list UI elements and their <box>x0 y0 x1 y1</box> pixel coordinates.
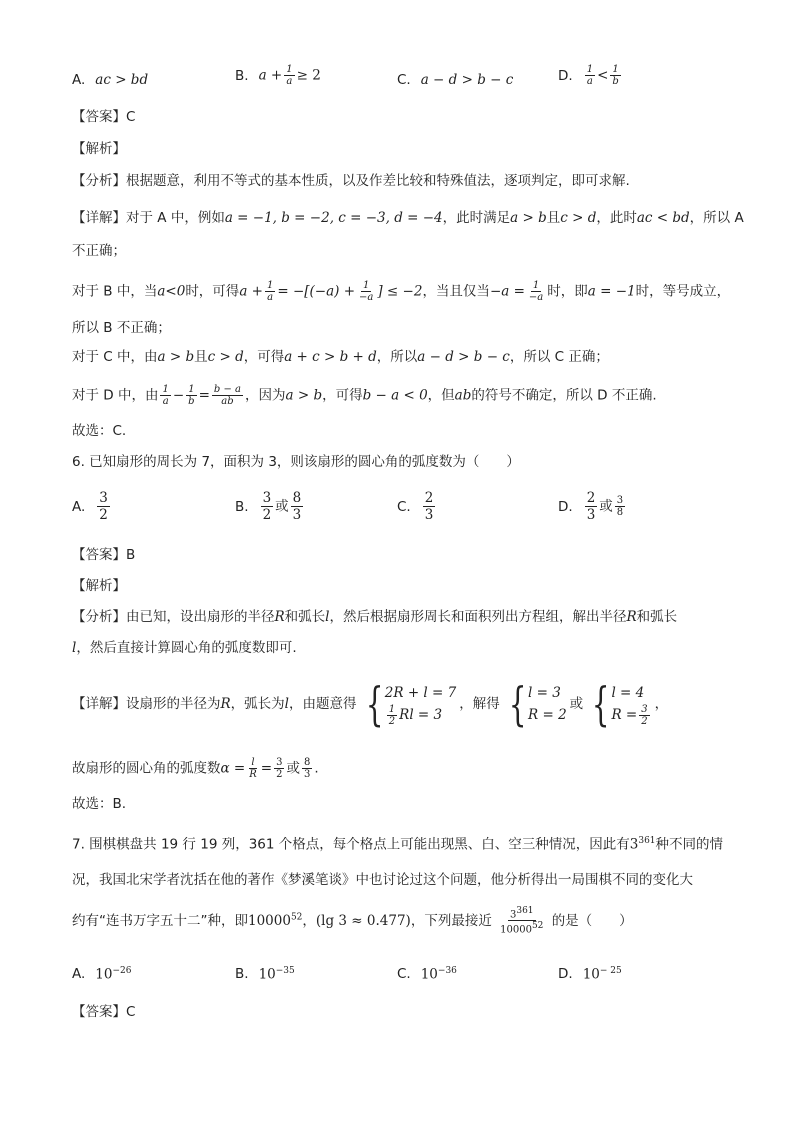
option-expr: ≥ 2 <box>296 67 321 84</box>
q5-detail-c: 对于 C 中，由a > b且c > d，可得a + c > b + d，所以a − d > b − c，所以 C 正确； <box>72 349 609 365</box>
solution-system: { l = 3 R = 2 <box>508 677 567 731</box>
equation-system: { 2R + l = 7 $\frac{1}{2}$ Rl = 3 <box>365 677 457 731</box>
q5-detail-b-cont: 所以 B 不正确； <box>72 320 171 336</box>
q6-answer: 【答案】B <box>72 547 136 563</box>
q5-detail-b: 对于 B 中，当a<0时，可得a + $\frac{1}{a}$ = −[(−a) + $\frac{1}{-a}$ ] ≤ −2，当且仅当−a = $\frac{1}{-a}$ 时，即a = −1时，等号成立， <box>72 280 731 303</box>
q6-option-a: A. $\frac{3}{2}$ <box>72 490 108 523</box>
q7-option-d: D. $10^{- 25}$ <box>558 966 622 983</box>
q6-stem: 6. 已知扇形的周长为 7，面积为 3，则该扇形的圆心角的弧度数为（ ） <box>72 454 520 470</box>
fraction: $\frac{1}{a}$ <box>586 64 594 87</box>
q5-choice: 故选：C. <box>72 423 127 439</box>
q7-stem-2: 况，我国北宋学者沈括在他的著作《梦溪笔谈》中也讨论过这个问题，他分析得出一局围棋不同的变化大 <box>72 872 693 888</box>
option-label: B. <box>235 67 249 84</box>
q5-option-a <box>72 72 148 88</box>
option-expr: a + <box>258 67 283 84</box>
q6-detail-result: 故扇形的圆心角的弧度数α = $\frac{l}{R}$ = $\frac{3}{2}$ 或 $\frac{8}{3}$ . <box>72 757 319 780</box>
q6-analysis-header: 【解析】 <box>72 578 126 594</box>
fraction: $\frac{3}{2}$ <box>99 490 108 523</box>
q5-option-c <box>397 72 513 88</box>
q5-detail-d: 对于 D 中，由 $\frac{1}{a}$ − $\frac{1}{b}$ = $\frac{b - a}{ab}$ ，因为a > b，可得b − a < 0，但ab的符号不确定，所以 D 不正确. <box>72 384 657 407</box>
q6-fenxi: 【分析】由已知，设出扇形的半径R和弧长l，然后根据扇形周长和面积列出方程组，解出半径R和弧长 <box>72 609 678 625</box>
fraction: $\frac{1}{a}$ <box>286 64 293 87</box>
q7-option-b: B. $10^{-35}$ <box>235 966 295 983</box>
q5-detail-a-cont: 不正确； <box>72 243 126 259</box>
option-label: D. <box>558 67 573 84</box>
q5-option-d <box>558 64 623 87</box>
solution-system: { l = 4 R = $\frac{3}{2}$ <box>592 677 648 731</box>
q5-detail-a: 【详解】对于 A 中，例如a = −1, b = −2, c = −3, d = −4，此时满足a > b且c > d，此时ac < bd，所以 A <box>72 210 744 226</box>
fraction: $\frac{1}{b}$ <box>612 64 619 87</box>
option-label: A. <box>72 72 86 88</box>
q6-option-c: C. $\frac{2}{3}$ <box>397 490 434 523</box>
q6-option-b: B. $\frac{3}{2}$ 或 $\frac{8}{3}$ <box>235 490 302 523</box>
q7-answer: 【答案】C <box>72 1004 136 1020</box>
q6-option-d: D. $\frac{2}{3}$ 或 $\frac{3}{8}$ <box>558 490 624 523</box>
q5-option-b <box>235 64 321 87</box>
option-expr: a − d > b − c <box>420 72 514 88</box>
q6-choice: 故选：B. <box>72 796 127 812</box>
option-expr: ac > bd <box>95 72 149 88</box>
q6-detail: 【详解】 设扇形的半径为 R ，弧长为 l ，由题意得 { 2R + l = 7 $\frac{1}{2}$ Rl = 3 ，解得 { l = 3 R = 2 或 { l = 4 R = $\frac{3}{2}$ ， <box>72 677 669 731</box>
q7-option-a: A. $10^{-26}$ <box>72 966 132 983</box>
q7-stem-1: 7. 围棋棋盘共 19 行 19 列，361 个格点，每个格点上可能出现黑、白、空三种情况，因此有$3^{361}$种不同的情 <box>72 836 724 853</box>
option-label: C. <box>397 72 411 88</box>
q7-option-c: C. $10^{-36}$ <box>397 966 457 983</box>
q5-answer: 【答案】C <box>72 109 136 125</box>
q5-analysis-header: 【解析】 <box>72 141 126 157</box>
q5-fenxi: 【分析】根据题意，利用不等式的基本性质，以及作差比较和特殊值法，逐项判定，即可求解. <box>72 173 630 189</box>
q7-stem-3: 约有“连书万字五十二”种，即10000$^{52}$，(lg 3 ≈ 0.477)，下列最接近 $\frac{3^{361}}{10000^{52}}$ 的是（ ） <box>72 906 633 936</box>
q6-fenxi-cont: l，然后直接计算圆心角的弧度数即可. <box>72 640 297 656</box>
relation: < <box>597 67 609 84</box>
fraction: $\frac{3^{361}}{10000^{52}}$ <box>500 906 544 936</box>
